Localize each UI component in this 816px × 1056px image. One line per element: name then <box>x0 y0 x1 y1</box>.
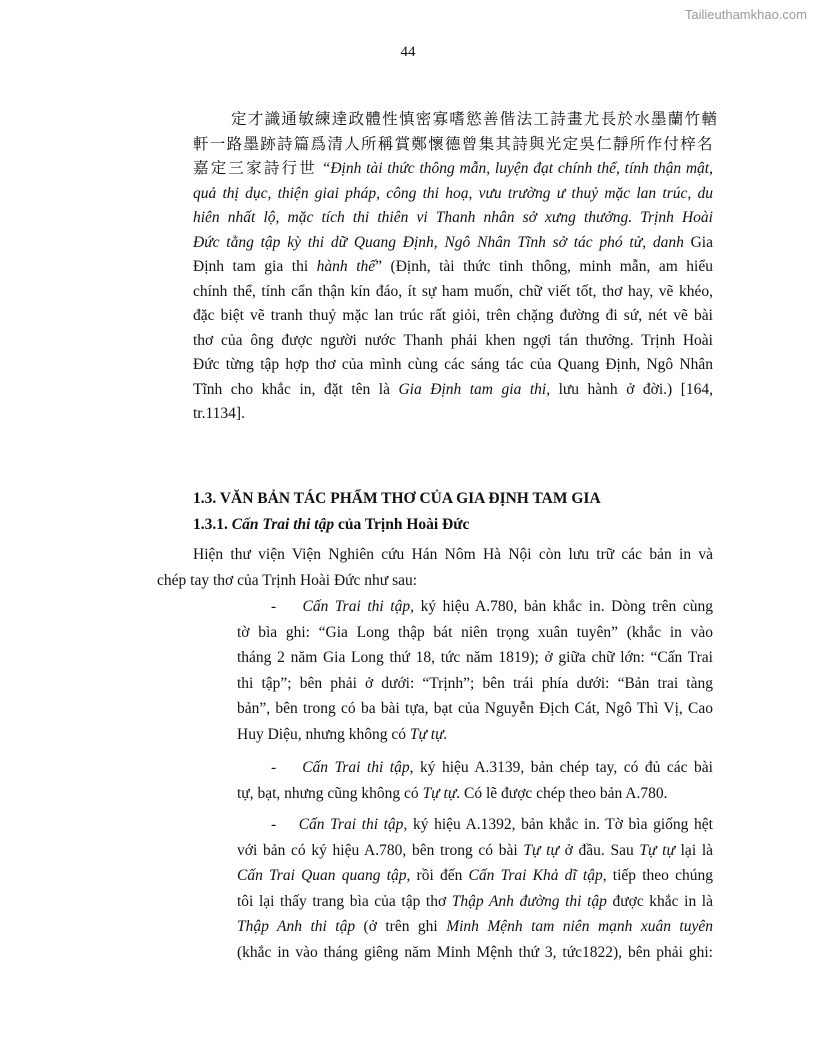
list-line: tháng 2 năm Gia Long thứ 18, tức năm 1819); ở giữa chữ lớn: “Cấn Trai <box>237 649 713 666</box>
quote-line <box>193 255 713 280</box>
section-heading: 1.3. VĂN BẢN TÁC PHẨM THƠ CỦA GIA ĐỊNH TAM GIA <box>193 490 601 507</box>
list-dash: - <box>271 598 277 615</box>
list-italic: Thập Anh thi tập <box>237 918 356 935</box>
list-text: lại là <box>674 841 714 859</box>
intro-line: Hiện thư viện Viện Nghiên cứu Hán Nôm Hà Nội còn lưu trữ các bản in và <box>193 546 713 563</box>
quote-text: lưu hành ở đời.) [164, <box>550 380 713 398</box>
quote-translit: hiên nhất lộ, mặc tích thi thiên vi Thanh nhân sở xưng thưởng. Trịnh Hoài <box>193 209 713 226</box>
quote-text: ” (Định, tài thức tinh thông, minh mẫn, am hiểu <box>375 258 713 275</box>
list-item <box>237 594 713 747</box>
list-text: tôi lại thấy trang bìa của tập thơ <box>237 892 452 910</box>
quote-line <box>193 206 713 231</box>
list-line: (khắc in vào tháng giêng năm Minh Mệnh thứ 3, tức1822), bên phải ghi: <box>237 943 713 961</box>
list-italic: Thập Anh đường thi tập <box>451 892 607 910</box>
list-text: . Có lẽ được chép theo bản A.780. <box>456 784 668 802</box>
list-text: , ký hiệu A.780, bản khắc in. Dòng trên cùng <box>410 598 713 615</box>
list-text: , rồi đến <box>406 867 469 884</box>
list-text: tự, bạt, nhưng cũng không có <box>237 784 423 802</box>
list-line <box>237 889 713 915</box>
intro-paragraph <box>157 542 713 593</box>
quote-line <box>193 157 713 182</box>
list-text: được khắc in là <box>606 892 713 910</box>
quote-line: chính thể, tính cẩn thận kín đáo, ít sự ham muốn, chữ viết tốt, thơ hay, vẽ khéo, <box>193 282 713 300</box>
list-line <box>237 838 713 864</box>
list-text: với bản có ký hiệu A.780, bên trong có bài <box>237 841 524 859</box>
list-text: Huy Diệu, nhưng không có <box>237 725 410 743</box>
list-text: (ở trên ghi <box>355 918 447 935</box>
quote-line: tr.1134]. <box>193 405 245 422</box>
list-italic: Tự tự <box>523 841 559 859</box>
list-title: Cấn Trai thi tập <box>302 598 411 615</box>
quote-translit: quả thị dục, thiện giai pháp, công thi hoạ, vưu trường ư thuỷ mặc lan trúc, du <box>193 184 713 202</box>
list-line <box>237 914 713 940</box>
list-title: Cấn Trai thi tập <box>302 759 410 776</box>
quote-translit: Đức tằng tập kỳ thi dữ Quang Định, Ngô Nhân Tĩnh sở tác phó tử, danh <box>193 233 684 251</box>
quote-line: thơ của ông được người nước Thanh phải khen ngợi tán thưởng. Trịnh Hoài <box>193 331 713 349</box>
list-title: Cấn Trai thi tập <box>298 816 404 833</box>
quote-cn-text: 嘉定三家詩行世 <box>193 160 317 177</box>
list-italic: Minh Mệnh tam niên mạnh xuân tuyên <box>446 918 713 935</box>
list-italic: Cấn Trai Khả dĩ tập <box>468 867 603 884</box>
list-line <box>237 812 713 838</box>
list-italic: Tự tự <box>422 784 457 802</box>
quote-paragraph <box>193 108 719 427</box>
list-line <box>237 722 713 748</box>
list-line <box>237 755 713 781</box>
quote-italic: Gia Định tam gia thi, <box>398 380 551 398</box>
intro-line: chép tay thơ của Trịnh Hoài Đức như sau: <box>157 571 418 589</box>
quote-line: 定才識通敏練達政體性慎密寡嗜慾善偕法工詩畫尤長於水墨蘭竹輶 <box>231 111 719 128</box>
list-italic: Tự tự <box>639 841 675 859</box>
list-text: , tiếp theo chúng <box>602 867 713 884</box>
list-line <box>237 594 713 620</box>
list-text: ở đầu. Sau <box>558 841 640 859</box>
watermark: Tailieuthamkhao.com <box>684 7 807 22</box>
list-dash: - <box>271 816 277 833</box>
list-line <box>237 863 713 889</box>
list-line <box>237 781 713 807</box>
list-italic: Cấn Trai Quan quang tập <box>237 867 407 884</box>
list-item <box>237 812 713 965</box>
quote-line <box>193 182 713 207</box>
quote-line <box>193 378 713 403</box>
subsection-heading <box>193 516 469 534</box>
subsection-title: Cấn Trai thi tập <box>231 516 335 533</box>
list-line: thi tập”; bên phải ở dưới: “Trịnh”; bên trái phía dưới: “Bản trai tàng <box>237 674 713 692</box>
quote-italic: hành thế <box>316 258 376 275</box>
quote-line: đặc biệt vẽ tranh thuỷ mặc lan trúc rất giỏi, trên chặng đường đi sứ, nét vẽ bài <box>193 307 713 324</box>
list-line: tờ bìa ghi: “Gia Long thập bát niên trọng xuân tuyên” (khắc in vào <box>237 623 713 641</box>
quote-text: Gia <box>683 233 713 251</box>
subsection-suffix: của Trịnh Hoài Đức <box>334 516 470 533</box>
list-italic: Tự tự. <box>409 725 448 743</box>
quote-translit: “Định tài thức thông mẫn, luyện đạt chính thể, tính thận mật, <box>316 160 713 177</box>
quote-text: Tĩnh cho khắc in, đặt tên là <box>193 380 399 398</box>
quote-text: Định tam gia thi <box>193 258 317 275</box>
list-text: , ký hiệu A.1392, bản khắc in. Tờ bìa giống hệt <box>403 816 713 833</box>
list-item <box>237 755 713 806</box>
list-dash: - <box>271 759 277 776</box>
subsection-number: 1.3.1. <box>193 516 232 533</box>
list-text: , ký hiệu A.3139, bản chép tay, có đủ các bài <box>409 759 713 776</box>
list-line: bản”, bên trong có ba bài tựa, bạt của Nguyễn Địch Cát, Ngô Thì Vị, Cao <box>237 700 713 717</box>
quote-line: Đức từng tập hợp thơ của mình cùng các sáng tác của Quang Định, Ngô Nhân <box>193 356 713 373</box>
quote-line <box>193 231 713 256</box>
page-number: 44 <box>400 44 416 60</box>
quote-line: 軒一路墨跡詩篇爲清人所稱賞鄭懷德曾集其詩與光定吳仁靜所作付梓名 <box>193 135 714 153</box>
